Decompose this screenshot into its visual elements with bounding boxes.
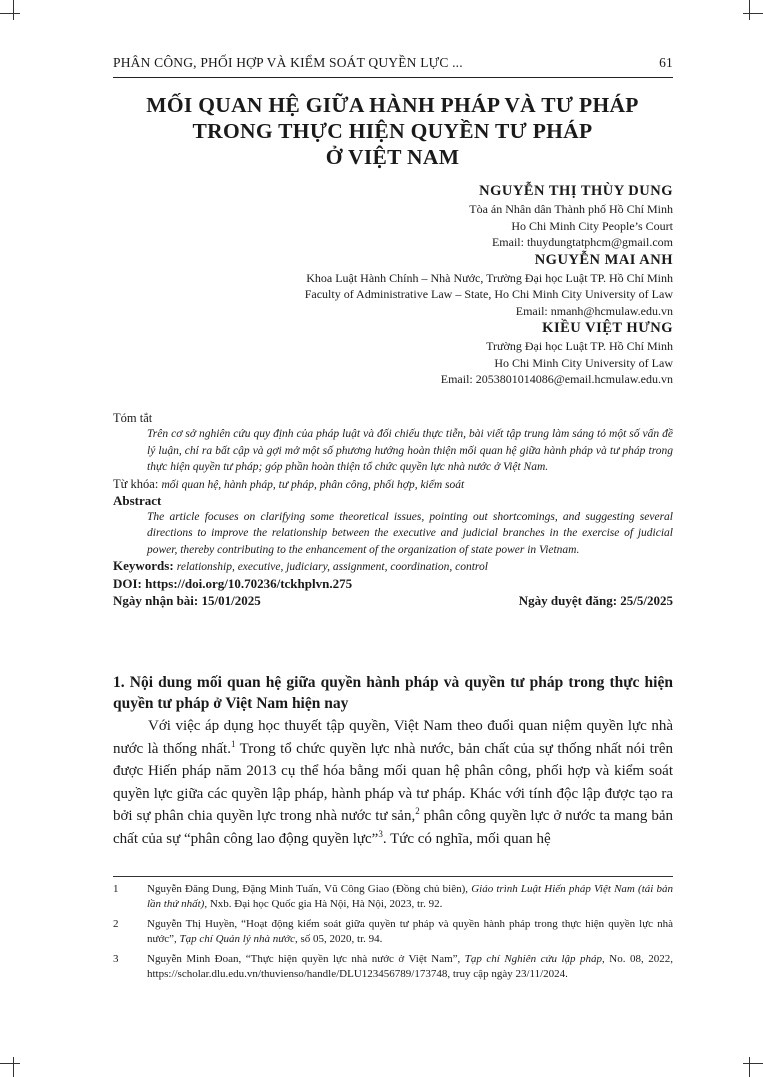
author-2 xyxy=(150,251,673,320)
footnote-run: , số 05, 2020, tr. 94. xyxy=(295,932,383,945)
date-row xyxy=(113,592,673,610)
keywords-vi xyxy=(113,476,673,493)
footnote-ref[interactable]: 2 xyxy=(415,806,420,817)
crop-mark xyxy=(749,0,750,20)
crop-mark xyxy=(0,1063,20,1064)
footnote-number: 1 xyxy=(113,883,119,895)
abstract-vi-text: Trên cơ sở nghiên cứu quy định của pháp luật và đối chiếu thực tiễn, bài viết tập trung làm sáng tỏ một số vấn đề lý luận, chỉ ra bất cập và gợi mở một số phương hướng hoàn thiện mối quan hệ giữa hành pháp và tư pháp trong thực hiện quyền tư pháp; góp phần hoàn thiện tổ chức quyền lực nhà nước ở Việt Nam. xyxy=(147,428,673,473)
section-heading: 1. Nội dung mối quan hệ giữa quyền hành pháp và quyền tư pháp trong thực hiện quyền tư pháp ở Việt Nam hiện nay xyxy=(113,674,673,712)
footnote-text xyxy=(147,952,673,981)
author-name: NGUYỄN THỊ THÙY DUNG xyxy=(479,183,673,199)
keywords-en-label: Keywords: xyxy=(113,558,174,573)
author-email[interactable]: Email: thuydungtatphcm@gmail.com xyxy=(491,235,673,249)
abstract-block xyxy=(113,410,673,610)
keywords-en xyxy=(113,558,673,575)
text-run: . Tức có nghĩa, mối quan hệ xyxy=(382,830,551,847)
footnote-text xyxy=(147,882,673,911)
author-email[interactable]: Email: nmanh@hcmulaw.edu.vn xyxy=(515,303,673,318)
footnote-rule xyxy=(113,876,673,877)
paragraph xyxy=(113,715,673,851)
page-number: 61 xyxy=(659,55,673,70)
keywords-vi-label: Từ khóa: xyxy=(113,476,159,491)
doi-link[interactable]: DOI: https://doi.org/10.70236/tckhplvn.275 xyxy=(113,576,353,591)
author-affiliation-en: Ho Chi Minh City University of Law xyxy=(494,355,673,370)
footnote xyxy=(113,882,673,911)
author-affiliation-en: Ho Chi Minh City People’s Court xyxy=(511,218,673,233)
author-affiliation-vi: Tòa án Nhân dân Thành phố Hồ Chí Minh xyxy=(469,202,673,216)
title-line: TRONG THỰC HIỆN QUYỀN TƯ PHÁP xyxy=(192,119,593,143)
footnote-run-italic: Tạp chí Quản lý nhà nước xyxy=(179,932,295,945)
author-1 xyxy=(150,182,673,251)
crop-mark xyxy=(0,13,20,14)
accepted-date: Ngày duyệt đăng: 25/5/2025 xyxy=(518,593,673,608)
author-name: NGUYỄN MAI ANH xyxy=(534,251,673,268)
crop-mark xyxy=(13,0,14,20)
received-date: Ngày nhận bài: 15/01/2025 xyxy=(113,593,261,608)
abstract-en-label: Abstract xyxy=(113,492,162,508)
crop-mark xyxy=(13,1057,14,1077)
running-title: PHÂN CÔNG, PHỐI HỢP VÀ KIỂM SOÁT QUYỀN LỰC ... xyxy=(113,55,463,70)
footnote-number: 2 xyxy=(113,918,119,930)
footnote-run: , Nxb. Đại học Quốc gia Hà Nội, Hà Nội, 2023, tr. 92. xyxy=(204,897,443,910)
author-affiliation-vi: Khoa Luật Hành Chính – Nhà Nước, Trường Đại học Luật TP. Hồ Chí Minh xyxy=(306,270,673,285)
author-3 xyxy=(150,319,673,388)
footnotes xyxy=(113,882,673,987)
footnote-run: Nguyễn Minh Đoan, “Thực hiện quyền lực nhà nước ở Việt Nam”, xyxy=(147,953,465,965)
footnote-ref[interactable]: 3 xyxy=(378,828,383,839)
header-rule xyxy=(113,77,673,78)
crop-mark xyxy=(743,13,763,14)
author-affiliation-vi: Trường Đại học Luật TP. Hồ Chí Minh xyxy=(486,339,673,353)
footnote-run: Nguyễn Thị Huyền, “Hoạt động kiểm soát giữa quyền tư pháp và quyền hành pháp trong thực hiện quyền lực nhà nước”, xyxy=(147,918,673,945)
footnote-run-italic: Giáo trình Luật Hiến pháp Việt Nam (tái bản lần thứ nhất) xyxy=(147,883,673,910)
footnote xyxy=(113,917,673,946)
article-title xyxy=(100,92,685,170)
footnote-run: , No. 08, 2022, https://scholar.dlu.edu.vn/thuvienso/handle/DLU123456789/173748, truy cập ngày 23/11/2024. xyxy=(147,953,673,980)
keywords-en-value: relationship, executive, judiciary, assignment, coordination, control xyxy=(176,561,488,573)
body-text xyxy=(113,715,673,851)
footnote-run: Nguyễn Đăng Dung, Đặng Minh Tuấn, Vũ Công Giao (Đồng chủ biên), xyxy=(147,883,472,895)
footnote-number: 3 xyxy=(113,953,119,965)
text-run: Trong tổ chức quyền lực nhà nước, bản chất của sự thống nhất nói trên được Hiến pháp năm 2013 cụ thể hóa bằng mối quan hệ phân công, phối hợp và kiểm soát quyền lực giữa các quyền lập pháp, hành pháp và tư pháp. Khác với tính độc lập được tạo ra bởi sự phân chia quyền lực trong nhà nước tư sản, xyxy=(113,740,673,825)
text-run: Với việc áp dụng học thuyết tập quyền, Việt Nam theo đuổi quan niệm quyền lực nhà nước là thống nhất. xyxy=(113,718,673,757)
author-block xyxy=(150,182,673,388)
footnote-ref[interactable]: 1 xyxy=(230,738,236,749)
abstract-en-text: The article focuses on clarifying some theoretical issues, pointing out shortcomings, and suggesting several directions to improve the relationship between the executive and judicial branches in the exercise of judicial power, thereby contributing to the enhancement of the organization of state power in Vietnam. xyxy=(147,510,673,556)
keywords-vi-value: mối quan hệ, hành pháp, tư pháp, phân công, phối hợp, kiểm soát xyxy=(161,478,465,491)
footnote xyxy=(113,952,673,981)
title-line: MỐI QUAN HỆ GIỮA HÀNH PHÁP VÀ TƯ PHÁP xyxy=(146,93,639,117)
author-affiliation-en: Faculty of Administrative Law – State, Ho Chi Minh City University of Law xyxy=(304,287,673,301)
running-header xyxy=(113,55,673,71)
footnote-run-italic: Tạp chí Nghiên cứu lập pháp xyxy=(464,953,603,965)
title-line: Ở VIỆT NAM xyxy=(325,145,460,169)
footnote-text xyxy=(147,917,673,946)
crop-mark xyxy=(743,1063,763,1064)
author-name: KIỀU VIỆT HƯNG xyxy=(542,320,673,336)
author-email[interactable]: Email: 2053801014086@email.hcmulaw.edu.vn xyxy=(440,372,673,386)
crop-mark xyxy=(749,1057,750,1077)
text-run: phân công quyền lực ở nước ta mang bản chất của sự “phân công lao động quyền lực” xyxy=(113,808,674,847)
abstract-vi-label: Tóm tắt xyxy=(113,411,153,425)
